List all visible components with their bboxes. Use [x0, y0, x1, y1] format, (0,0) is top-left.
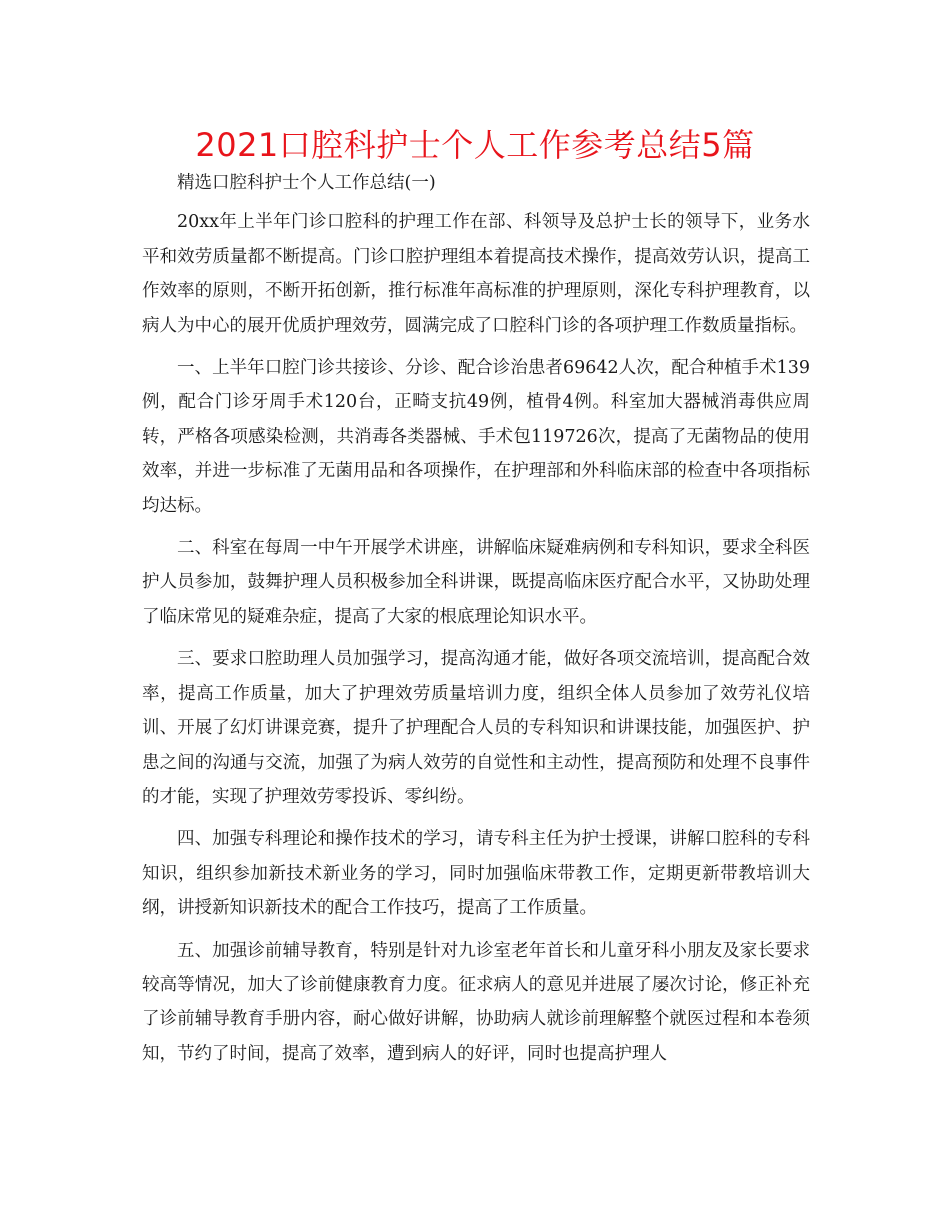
paragraph-item-4: 四、加强专科理论和操作技术的学习，请专科主任为护士授课，讲解口腔科的专科知识，组织参加新技术新业务的学习，同时加强临床带教工作，定期更新带教培训大纲，讲授新知识新技术的配合工作技巧，提高了工作质量。: [142, 829, 810, 919]
document-body: [142, 166, 810, 1079]
paragraph-item-2: 二、科室在每周一中午开展学术讲座，讲解临床疑难病例和专科知识，要求全科医护人员参加，鼓舞护理人员积极参加全科讲课，既提高临床医疗配合水平，又协助处理了临床常见的疑难杂症，提高了大家的根底理论知识水平。: [142, 538, 810, 627]
paragraph-item-1: 一、上半年口腔门诊共接诊、分诊、配合诊治患者69642人次，配合种植手术139例，配合门诊牙周手术120台，正畸支抗49例，植骨4例。科室加大器械消毒供应周转，严格各项感染检测，共消毒各类器械、手术包119726次，提高了无菌物品的使用效率，并进一步标准了无菌用品和各项操作，在护理部和外科临床部的检查中各项指标均达标。: [142, 358, 810, 516]
document-title: 2021口腔科护士个人工作参考总结5篇: [195, 126, 755, 164]
paragraph-intro: 20xx年上半年门诊口腔科的护理工作在部、科领导及总护士长的领导下，业务水平和效劳质量都不断提高。门诊口腔护理组本着提高技术操作，提高效劳认识，提高工作效率的原则，不断开拓创新，推行标准年高标准的护理原则，深化专科护理教育，以病人为中心的展开优质护理效劳，圆满完成了口腔科门诊的各项护理工作数质量指标。: [142, 212, 810, 336]
paragraph-item-5: 五、加强诊前辅导教育，特别是针对九诊室老年首长和儿童牙科小朋友及家长要求较高等情况，加大了诊前健康教育力度。征求病人的意见并进展了屡次讨论，修正补充了诊前辅导教育手册内容，耐心做好讲解，协助病人就诊前理解整个就医过程和本卷须知，节约了时间，提高了效率，遭到病人的好评，同时也提高护理人: [142, 940, 810, 1064]
section-heading: 精选口腔科护士个人工作总结(一): [177, 173, 436, 193]
paragraph-item-3: 三、要求口腔助理人员加强学习，提高沟通才能，做好各项交流培训，提高配合效率，提高工作质量，加大了护理效劳质量培训力度，组织全体人员参加了效劳礼仪培训、开展了幻灯讲课竞赛，提升了护理配合人员的专科知识和讲课技能，加强医护、护患之间的沟通与交流，加强了为病人效劳的自觉性和主动性，提高预防和处理不良事件的才能，实现了护理效劳零投诉、零纠纷。: [142, 649, 810, 807]
